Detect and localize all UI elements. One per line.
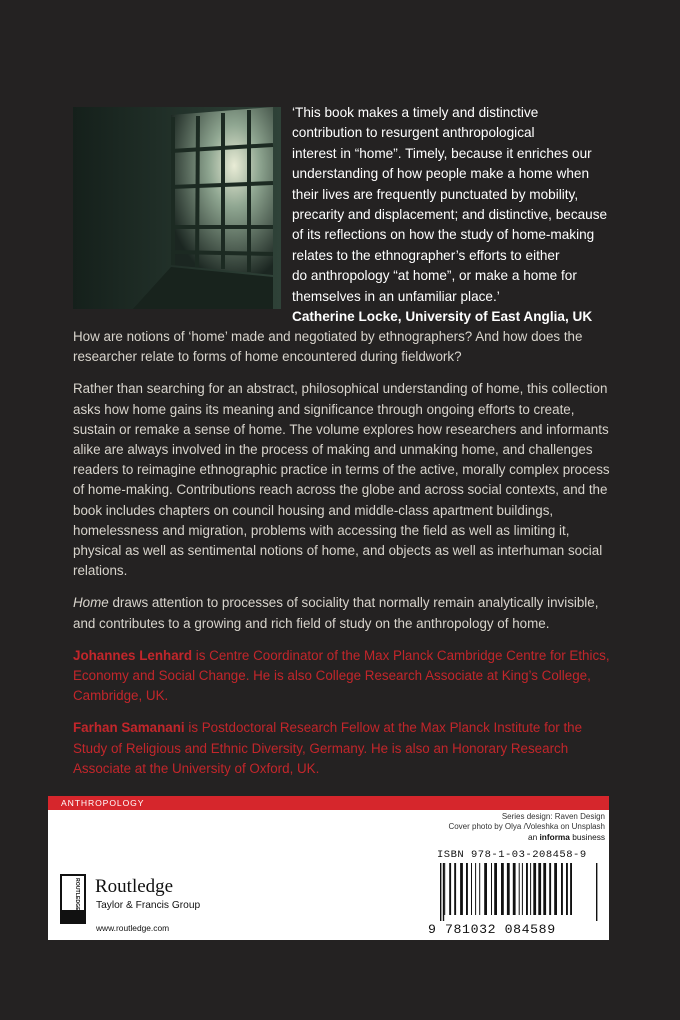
endorsement-quote	[292, 103, 622, 327]
series-design-credit: Series design: Raven Design	[501, 812, 605, 821]
quote-line: ‘This book makes a timely and distinctive	[292, 105, 539, 120]
barcode-bar	[526, 863, 528, 915]
barcode-bar	[475, 863, 476, 915]
barcode-bar	[484, 863, 487, 915]
window-photo-art	[73, 107, 281, 309]
barcode-bar	[501, 863, 504, 915]
category-band	[48, 796, 609, 810]
barcode-bar	[561, 863, 563, 915]
isbn: ISBN 978-1-03-208458-9	[437, 849, 587, 861]
barcode-bar	[491, 863, 492, 915]
credits	[448, 812, 605, 843]
window-photo	[73, 107, 281, 309]
barcode-bar	[549, 863, 551, 915]
barcode-number: 9 781032 084589	[428, 922, 556, 937]
quote-line: understanding of how people make a home when	[292, 166, 589, 182]
barcode-bar	[522, 863, 523, 915]
informa-business: an informa business	[527, 832, 605, 843]
barcode-bar	[440, 863, 441, 921]
barcode	[438, 863, 600, 921]
publisher-subtitle: Taylor & Francis Group	[96, 900, 201, 911]
barcode-bar	[596, 863, 597, 921]
barcode-bar	[466, 863, 468, 915]
cover-photo-credit: Cover photo by Olya /Voleshka on Unsplash	[448, 822, 605, 832]
barcode-bar	[570, 863, 572, 915]
barcode-bar	[530, 863, 531, 915]
barcode-bar	[513, 863, 516, 915]
author-bio-text: is Centre Coordinator of the Max Planck Cambridge Centre for Ethics, Economy and Social Change. He is also College Research Associate at King’s College, Cambridge, UK.	[73, 647, 610, 704]
author-name: Johannes Lenhard	[73, 647, 193, 663]
informa-brand: informa	[539, 832, 570, 843]
publisher-url[interactable]: www.routledge.com	[96, 923, 170, 933]
publisher-name: Routledge	[95, 876, 174, 897]
author-bio	[73, 646, 618, 707]
barcode-bar	[543, 863, 546, 915]
quote-line: do anthropology “at home”, or make a home for	[292, 268, 577, 284]
body-paragraph: Rather than searching for an abstract, philosophical understanding of home, this collection asks how home gains its meaning and significance through ongoing efforts to create, sustain or remake a sense of home. The volume explores how researchers and informants alike are always involved in the process of making and unmaking home, and challenges readers to reimagine ethnographic practice in terms of the active, morally complex process of home-making. Contributions reach across the globe and across social contexts, and the book includes chapters on council housing and middle-class apartment buildings, homelessness and migration, problems with accessing the field as well as limiting it, physical as well as sentimental notions of home, and objects as well as interhuman social relations.	[73, 381, 610, 579]
closing-paragraph	[73, 593, 618, 633]
barcode-bar	[443, 863, 444, 921]
barcode-bar	[449, 863, 451, 915]
quote-line: precarity and displacement; and distinctive, because	[292, 207, 608, 223]
blurb	[73, 327, 618, 791]
barcode-bar	[519, 863, 520, 915]
intro-paragraph: How are notions of ‘home’ made and negotiated by ethnographers? And how does the researcher relate to forms of home encountered during fieldwork?	[73, 329, 583, 365]
barcode-bar	[554, 863, 557, 915]
barcode-bar	[454, 863, 456, 915]
quote-line: relates to the ethnographer’s efforts to either	[292, 247, 560, 263]
barcode-bar	[533, 863, 536, 915]
barcode-bar	[494, 863, 497, 915]
barcode-bar	[444, 863, 445, 915]
quote-line: of its reflections on how the study of home-making	[292, 227, 595, 243]
author-bio	[73, 718, 618, 779]
routledge-logo-icon	[60, 874, 86, 924]
quote-line: themselves in an unfamiliar place.’	[292, 288, 500, 304]
routledge-logo-text: ROUTLEDGE	[74, 878, 80, 911]
author-bio-text: is Postdoctoral Research Fellow at the Max Planck Institute for the Study of Religious and Ethnic Diversity, Germany. He is also an Honorary Research Associate at the University of Oxford, UK.	[73, 720, 583, 776]
category-label: ANTHROPOLOGY	[61, 798, 145, 808]
closing-text: draws attention to processes of sociality that normally remain analytically invisible, and contributes to a growing and rich field of study on the anthropology of home.	[73, 595, 599, 631]
barcode-bar	[566, 863, 568, 915]
barcode-bar	[460, 863, 463, 915]
book-title: Home	[73, 595, 109, 611]
barcode-bar	[471, 863, 472, 915]
quote-line: interest in “home”. Timely, because it enriches our	[292, 145, 592, 161]
quote-attribution: Catherine Locke, University of East Anglia, UK	[292, 309, 593, 325]
publisher-panel	[48, 810, 609, 940]
barcode-bar	[507, 863, 510, 915]
quote-line: contribution to resurgent anthropological	[292, 125, 535, 141]
barcode-bar	[538, 863, 541, 915]
author-name: Farhan Samanani	[73, 720, 185, 736]
quote-line: their lives are frequently punctuated by mobility,	[292, 186, 579, 202]
barcode-bar	[479, 863, 480, 915]
